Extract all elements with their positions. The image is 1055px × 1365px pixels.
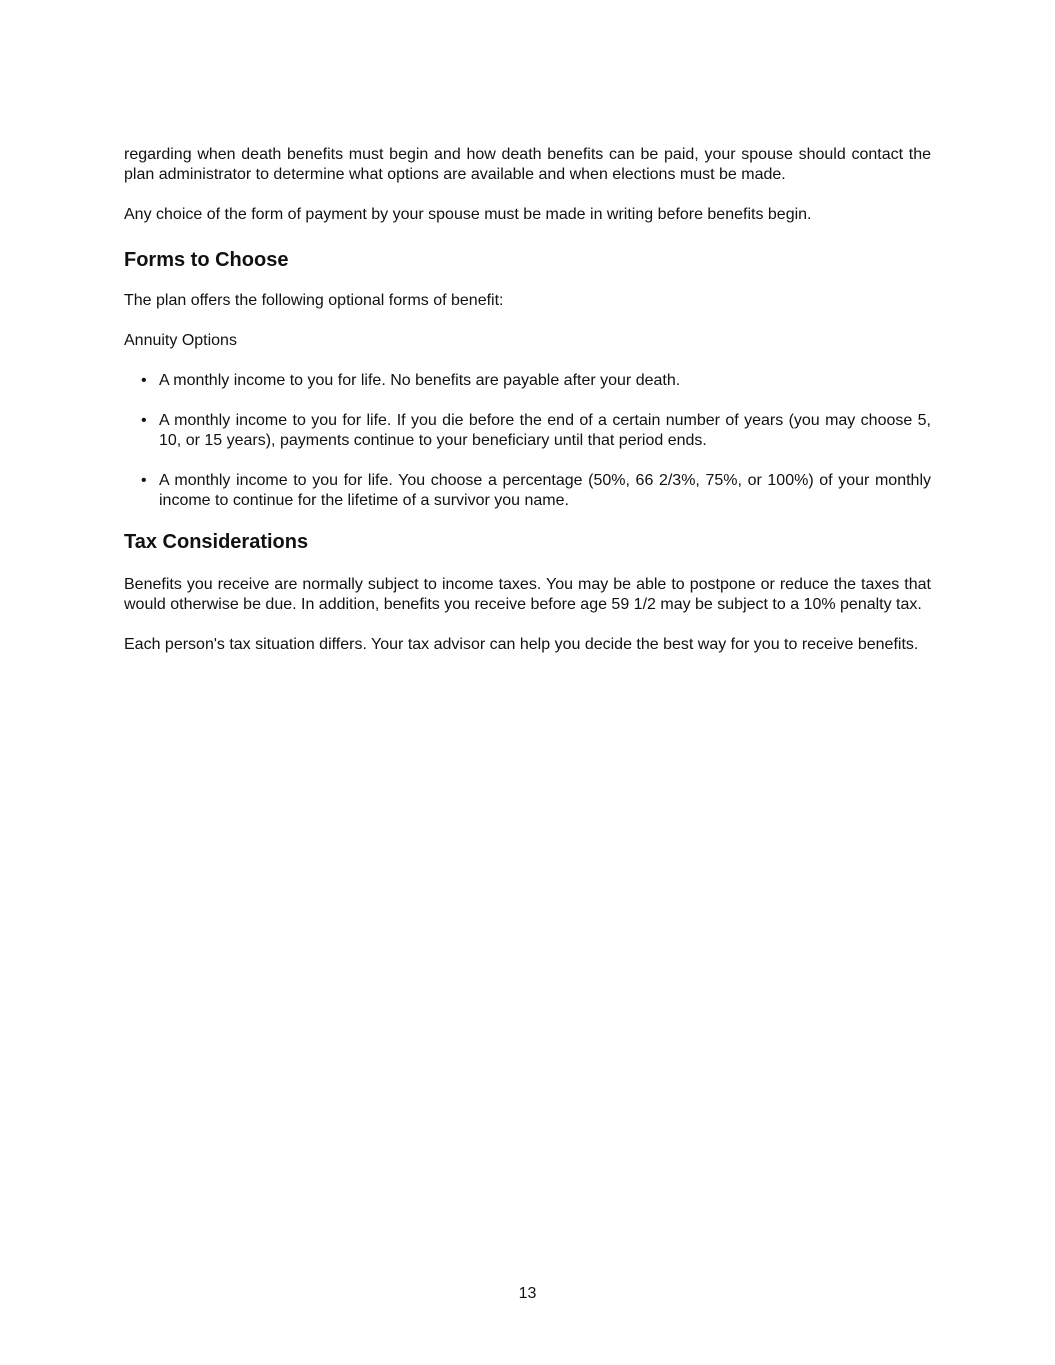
list-item [124, 371, 931, 391]
page-number: 13 [518, 1285, 537, 1302]
bullet-icon: • [141, 412, 147, 429]
list-item-text: A monthly income to you for life. No benefits are payable after your death. [159, 372, 681, 389]
list-item-text: A monthly income to you for life. You choose a percentage (50%, 66 2/3%, 75%, or 100%) of your monthly income to continue for the lifetime of a survivor you name. [159, 472, 931, 509]
annuity-options-label: Annuity Options [124, 332, 237, 349]
annuity-options-list [124, 371, 931, 511]
list-item-text: A monthly income to you for life. If you die before the end of a certain number of years (you may choose 5, 10, or 15 years), payments continue to your beneficiary until that period ends. [159, 412, 931, 449]
tax-heading: Tax Considerations [124, 531, 309, 553]
tax-paragraph-1: Benefits you receive are normally subject to income taxes. You may be able to postpone or reduce the taxes that would otherwise be due. In addition, benefits you receive before age 59 1/2 may be subject to a 10% penalty tax. [124, 576, 931, 613]
forms-intro: The plan offers the following optional forms of benefit: [124, 292, 504, 309]
intro-paragraph-2: Any choice of the form of payment by your spouse must be made in writing before benefits begin. [124, 206, 812, 223]
list-item [124, 471, 931, 511]
intro-paragraph-1: regarding when death benefits must begin and how death benefits can be paid, your spouse should contact the plan administrator to determine what options are available and when elections must be made. [124, 146, 931, 183]
document-page [124, 145, 931, 655]
tax-paragraph-2: Each person's tax situation differs. Your tax advisor can help you decide the best way for you to receive benefits. [124, 636, 919, 653]
list-item [124, 411, 931, 451]
bullet-icon: • [141, 372, 147, 389]
bullet-icon: • [141, 472, 147, 489]
forms-heading: Forms to Choose [124, 249, 289, 271]
